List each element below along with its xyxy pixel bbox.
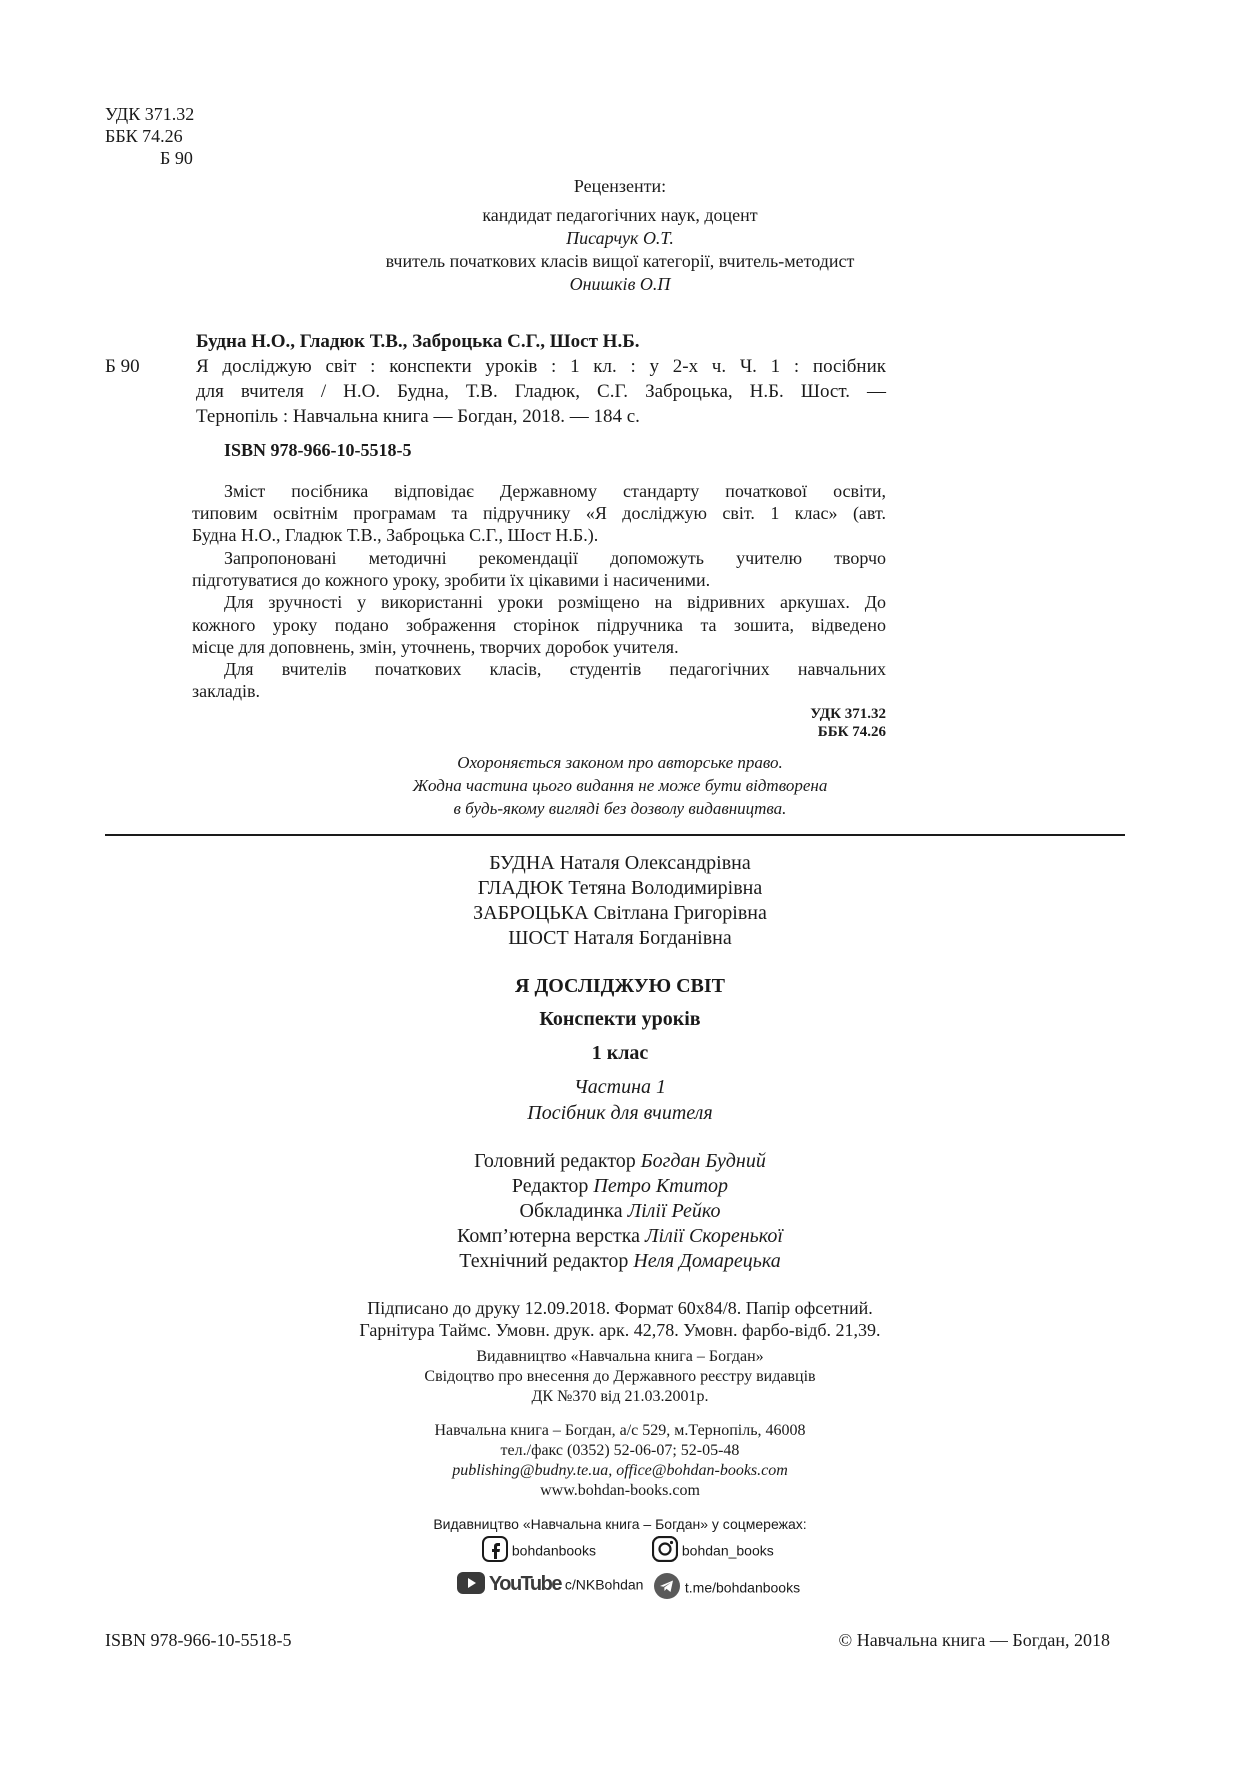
credit-role: Технічний редактор — [459, 1250, 629, 1272]
book-title: Я ДОСЛІДЖУЮ СВІТ — [515, 975, 725, 997]
annotation-udk: УДК 371.32 — [810, 706, 886, 722]
credit-editor — [0, 1175, 1240, 1198]
facebook-icon — [482, 1536, 508, 1565]
annotation-p1-l2: типовим освітнім програмам та підручнику «Я досліджую світ. 1 клас» (авт. — [192, 503, 886, 523]
annotation-p4-l2: закладів. — [192, 681, 260, 701]
credit-cover — [0, 1200, 1240, 1223]
copyright-notice-l1: Охороняється законом про авторське право. — [457, 753, 783, 772]
publisher-name: Видавництво «Навчальна книга – Богдан» — [476, 1348, 764, 1365]
credit-role: Комп’ютерна верстка — [457, 1225, 641, 1247]
social-youtube[interactable] — [457, 1572, 643, 1597]
annotation-p3-l2: кожного уроку подано зображення сторінок підручника та зошита, відведено — [192, 615, 886, 635]
youtube-handle: c/NKBohdan — [564, 1576, 644, 1593]
bib-code: Б 90 — [105, 356, 140, 377]
reviewers-heading: Рецензенти: — [573, 176, 667, 196]
youtube-logo-text: YouTube — [488, 1573, 561, 1595]
book-part: Частина 1 — [573, 1076, 667, 1098]
youtube-icon — [457, 1572, 485, 1597]
publisher-phone: тел./факс (0352) 52-06-07; 52-05-48 — [500, 1442, 740, 1459]
annotation-p4-l1: Для вчителів початкових класів, студентів педагогічних навчальних — [224, 659, 886, 679]
bib-line-1: Я досліджую світ : конспекти уроків : 1 кл. : у 2-х ч. Ч. 1 : посібник — [196, 356, 886, 377]
annotation-p3-l1: Для зручності у використанні уроки розміщено на відривних аркушах. До — [224, 592, 886, 612]
author-full-2: ГЛАДЮК Тетяна Володимирівна — [477, 877, 763, 899]
instagram-icon — [652, 1536, 678, 1565]
annotation-p2-l2: підготуватися до кожного уроку, зробити їх цікавими і насиченими. — [192, 570, 711, 590]
credit-tech-editor — [0, 1250, 1240, 1273]
annotation-p1-l3: Будна Н.О., Гладюк Т.В., Заброцька С.Г., Шост Н.Б.). — [192, 525, 599, 545]
copyright-notice-l3: в будь-якому вигляді без дозволу видавництва. — [453, 799, 787, 818]
divider — [105, 834, 1125, 836]
facebook-handle: bohdanbooks — [511, 1542, 596, 1559]
bib-authors: Будна Н.О., Гладюк Т.В., Заброцька С.Г., Шост Н.Б. — [196, 331, 640, 352]
credit-name: Лілії Рейко — [627, 1200, 721, 1222]
credit-role: Редактор — [511, 1175, 589, 1197]
social-instagram[interactable] — [652, 1536, 774, 1565]
email-publishing[interactable]: publishing@budny.te.ua, — [452, 1462, 613, 1479]
publisher-license: ДК №370 від 21.03.2001р. — [531, 1388, 709, 1405]
publisher-website[interactable]: www.bohdan-books.com — [540, 1482, 700, 1499]
bib-line-2: для вчителя / Н.О. Будна, Т.В. Гладюк, С.Г. Заброцька, Н.Б. Шост. — — [196, 381, 886, 402]
annotation-p3-l3: місце для доповнень, змін, уточнень, творчих доробок учителя. — [192, 637, 679, 657]
publisher-address: Навчальна книга – Богдан, а/с 529, м.Тернопіль, 46008 — [434, 1422, 806, 1439]
social-heading: Видавництво «Навчальна книга – Богдан» у соцмережах: — [433, 1516, 807, 1532]
book-grade: 1 клас — [591, 1042, 649, 1064]
bbk-code: ББК 74.26 — [105, 126, 183, 146]
publisher-emails — [0, 1462, 1240, 1480]
author-full-4: ШОСТ Наталя Богданівна — [508, 927, 732, 949]
social-telegram[interactable] — [653, 1572, 800, 1603]
annotation-bbk: ББК 74.26 — [817, 724, 886, 740]
instagram-handle: bohdan_books — [681, 1542, 774, 1559]
reviewer-1-name: Писарчук О.Т. — [566, 228, 674, 248]
bib-line-3: Тернопіль : Навчальна книга — Богдан, 2018. — 184 с. — [196, 406, 640, 427]
book-subtitle: Конспекти уроків — [539, 1008, 701, 1030]
credit-name: Богдан Будний — [640, 1150, 766, 1172]
author-full-3: ЗАБРОЦЬКА Світлана Григорівна — [473, 902, 767, 924]
copyright-notice-l2: Жодна частина цього видання не може бути відтворена — [412, 776, 828, 795]
reviewer-1-title: кандидат педагогічних наук, доцент — [482, 205, 758, 225]
credit-name: Петро Ктитор — [593, 1175, 729, 1197]
udk-code: УДК 371.32 — [105, 104, 195, 124]
reviewer-2-name: Онишків О.П — [569, 274, 671, 294]
print-info-l1: Підписано до друку 12.09.2018. Формат 60х84/8. Папір офсетний. — [367, 1298, 873, 1318]
bib-isbn: ISBN 978-966-10-5518-5 — [224, 440, 412, 460]
footer-copyright: © Навчальна книга — Богдан, 2018 — [838, 1630, 1110, 1650]
book-audience: Посібник для вчителя — [527, 1102, 713, 1124]
annotation-p1-l1: Зміст посібника відповідає Державному стандарту початкової освіти, — [224, 481, 886, 501]
annotation-p2-l1: Запропоновані методичні рекомендації допоможуть учителю творчо — [224, 548, 886, 568]
footer-isbn: ISBN 978-966-10-5518-5 — [105, 1630, 292, 1650]
email-office[interactable]: office@bohdan-books.com — [616, 1462, 788, 1479]
credit-name: Неля Домарецька — [633, 1250, 781, 1272]
social-facebook[interactable] — [482, 1536, 596, 1565]
reviewer-2-title: вчитель початкових класів вищої категорії, вчитель-методист — [385, 251, 855, 271]
print-info-l2: Гарнітура Таймс. Умовн. друк. арк. 42,78. Умовн. фарбо-відб. 21,39. — [359, 1320, 881, 1340]
credit-role: Обкладинка — [519, 1200, 623, 1222]
credit-role: Головний редактор — [474, 1150, 636, 1172]
publisher-registry: Свідоцтво про внесення до Державного реєстру видавців — [424, 1368, 816, 1385]
author-sign: Б 90 — [160, 148, 193, 168]
credit-name: Лілії Скоренької — [645, 1225, 783, 1247]
author-full-1: БУДНА Наталя Олександрівна — [489, 852, 751, 874]
telegram-icon — [653, 1572, 681, 1603]
credit-layout — [0, 1225, 1240, 1248]
telegram-handle: t.me/bohdanbooks — [684, 1579, 801, 1596]
credit-chief-editor — [0, 1150, 1240, 1173]
